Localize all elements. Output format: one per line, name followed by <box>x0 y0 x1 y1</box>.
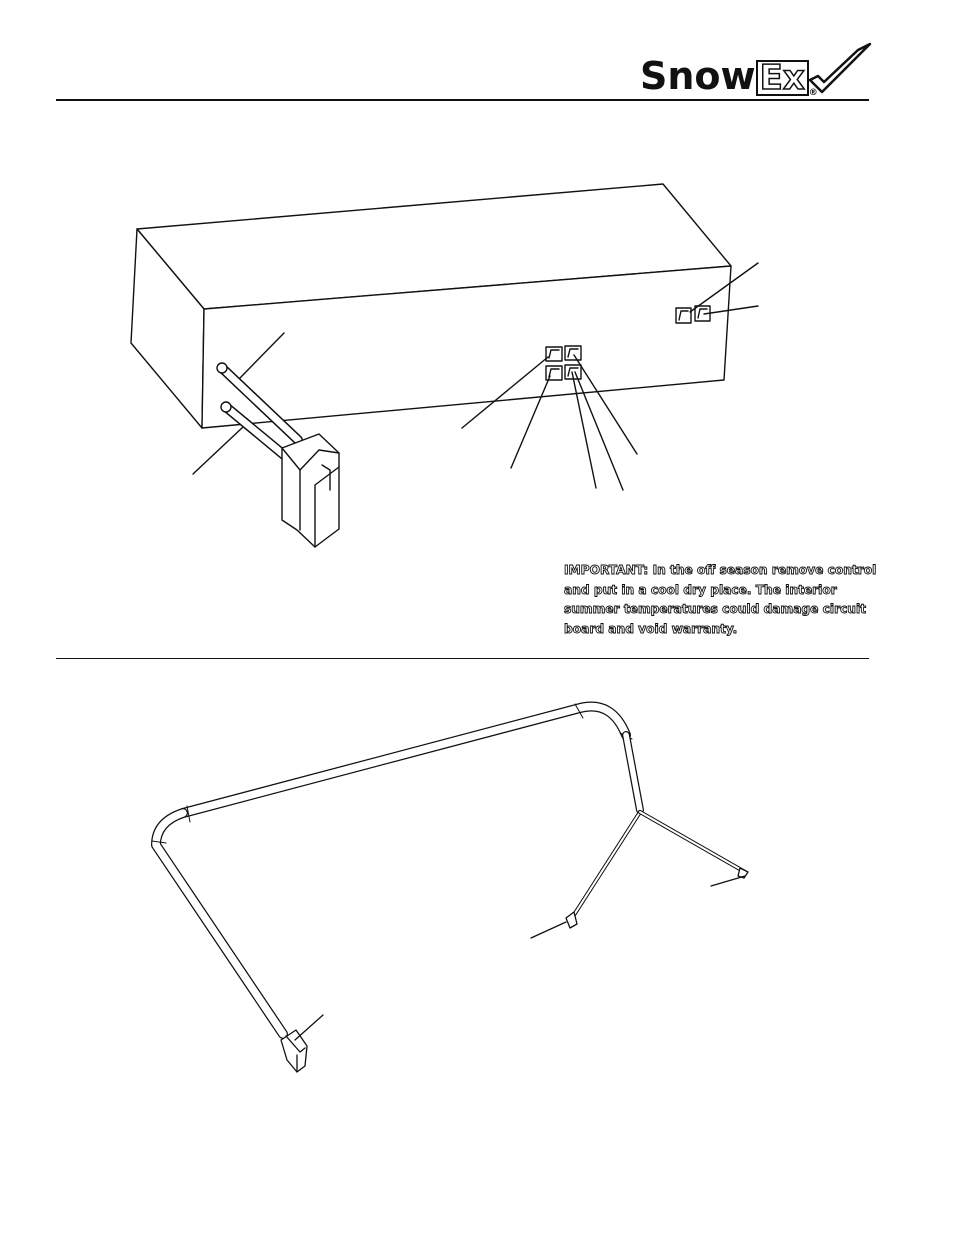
control-box-drawing <box>131 184 758 547</box>
section-divider <box>56 658 869 659</box>
important-label: IMPORTANT: <box>564 563 649 577</box>
registered-mark: ® <box>808 88 818 98</box>
brand-name-part2: Ex <box>756 60 809 96</box>
important-text: In the off season remove control and put in a cool dry place. The interior summer temperatures could damage circuit board and void warranty. <box>564 563 877 636</box>
important-note <box>564 561 884 639</box>
wire-harness-drawing <box>152 704 748 1072</box>
brand-name-part1: Snow <box>640 54 756 98</box>
